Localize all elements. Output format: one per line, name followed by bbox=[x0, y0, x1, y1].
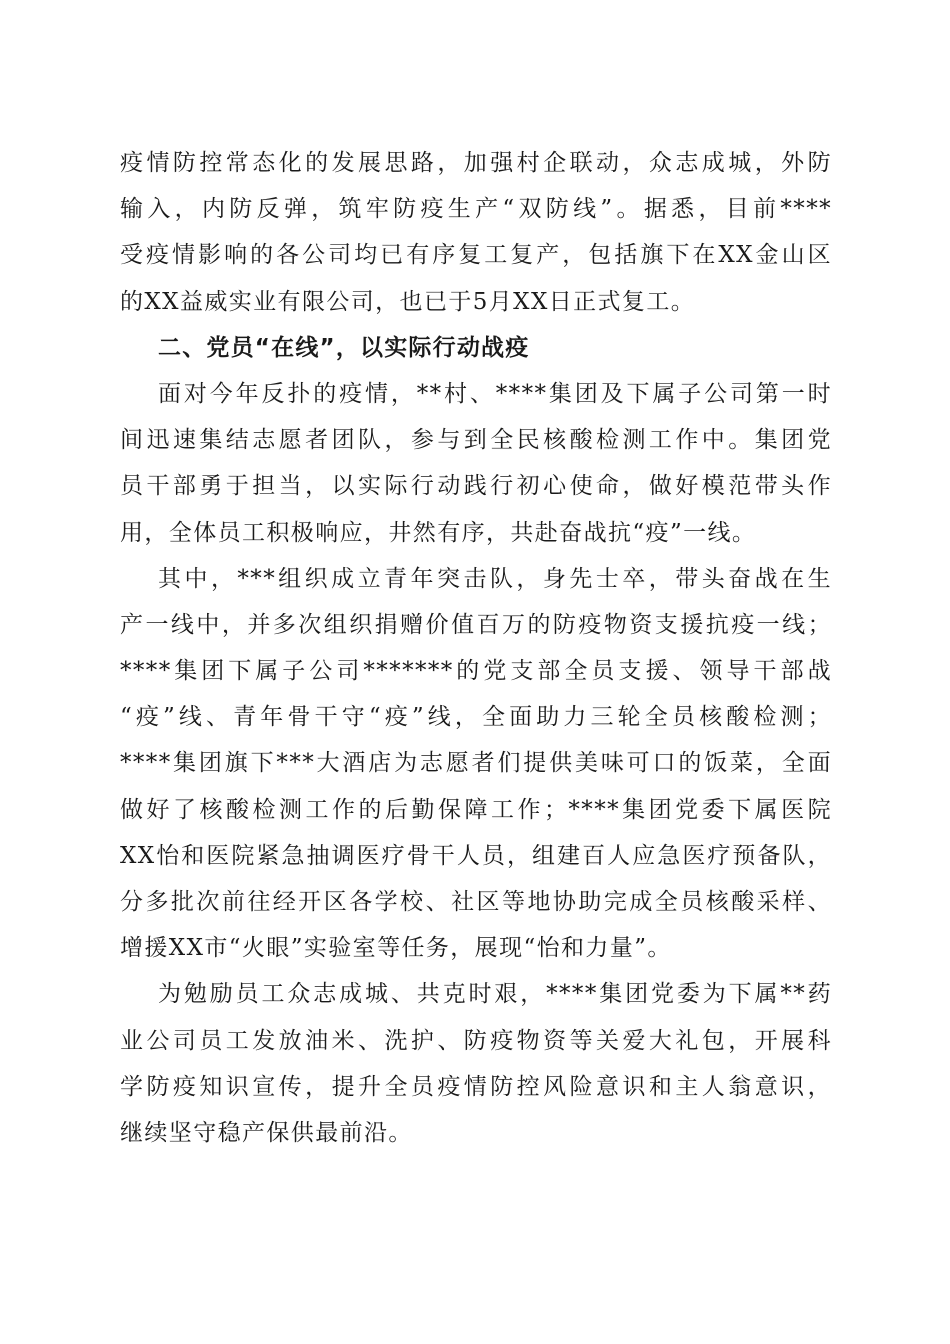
text-line: ****集团旗下***大酒店为志愿者们提供美味可口的饭菜，全面 bbox=[120, 750, 832, 777]
text-line: ****集团下属子公司*******的党支部全员支援、领导干部战 bbox=[120, 658, 832, 685]
section-heading bbox=[120, 325, 832, 371]
paragraph-2 bbox=[120, 556, 832, 972]
text-line: “疫”线、青年骨干守“疫”线，全面助力三轮全员核酸检测； bbox=[120, 704, 832, 731]
text-line: 输入，内防反弹，筑牢防疫生产“双防线”。据悉，目前**** bbox=[120, 196, 832, 223]
text-line: 受疫情影响的各公司均已有序复工复产，包括旗下在XX金山区 bbox=[120, 242, 832, 269]
paragraph-continuation bbox=[120, 140, 832, 325]
text-line: 其中，***组织成立青年突击队，身先士卒，带头奋战在生 bbox=[158, 565, 832, 592]
paragraph-1 bbox=[120, 371, 832, 556]
text-line: 员干部勇于担当，以实际行动践行初心使命，做好模范带头作 bbox=[120, 473, 832, 500]
text-line: 间迅速集结志愿者团队，参与到全民核酸检测工作中。集团党 bbox=[120, 427, 832, 454]
document-body bbox=[120, 140, 832, 1156]
text-line: 为勉励员工众志成城、共克时艰，****集团党委为下属**药 bbox=[158, 981, 832, 1008]
text-line: XX怡和医院紧急抽调医疗骨干人员，组建百人应急医疗预备队， bbox=[120, 842, 832, 869]
text-line: 产一线中，并多次组织捐赠价值百万的防疫物资支援抗疫一线； bbox=[120, 611, 832, 638]
paragraph-3 bbox=[120, 971, 832, 1156]
text-line: 做好了核酸检测工作的后勤保障工作；****集团党委下属医院 bbox=[120, 796, 832, 823]
text-line: 分多批次前往经开区各学校、社区等地协助完成全员核酸采样、 bbox=[120, 889, 832, 915]
text-line: 业公司员工发放油米、洗护、防疫物资等关爱大礼包，开展科 bbox=[120, 1027, 832, 1054]
text-line: 面对今年反扑的疫情，**村、****集团及下属子公司第一时 bbox=[158, 380, 832, 407]
text-line: 的XX益威实业有限公司，也已于5月XX日正式复工。 bbox=[120, 288, 696, 315]
text-line: 用，全体员工积极响应，井然有序，共赴奋战抗“疫”一线。 bbox=[120, 519, 757, 546]
text-line: 继续坚守稳产保供最前沿。 bbox=[120, 1119, 413, 1146]
heading-text: 二、党员“在线”，以实际行动战疫 bbox=[158, 334, 530, 361]
text-line: 疫情防控常态化的发展思路，加强村企联动，众志成城，外防 bbox=[120, 150, 832, 176]
text-line: 学防疫知识宣传，提升全员疫情防控风险意识和主人翁意识， bbox=[120, 1073, 832, 1100]
text-line: 增援XX市“火眼”实验室等任务，展现“怡和力量”。 bbox=[120, 935, 672, 962]
